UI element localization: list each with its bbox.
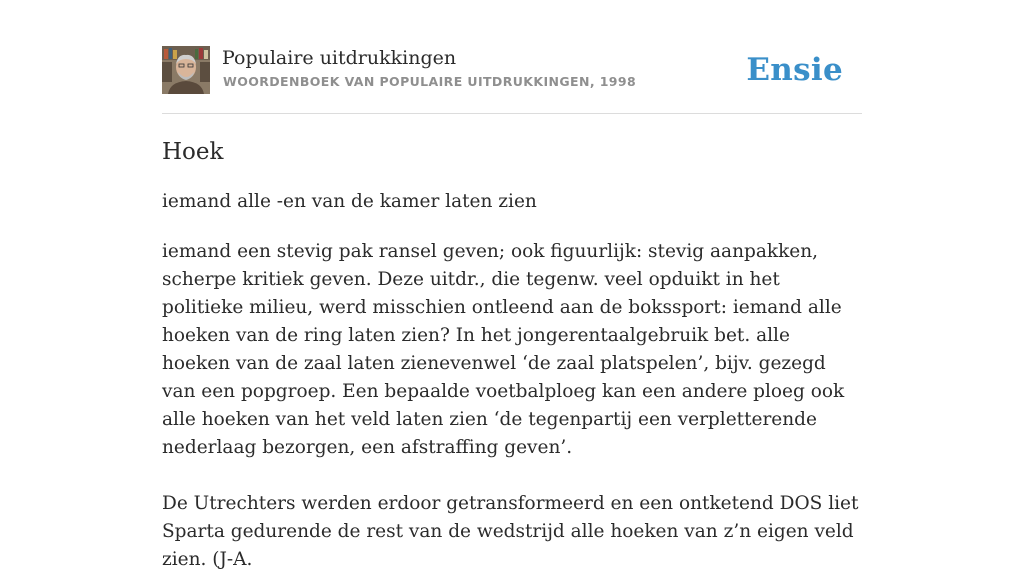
author-portrait-image [162, 46, 210, 94]
author-portrait-icon[interactable] [162, 46, 210, 94]
source-subtitle: WOORDENBOEK VAN POPULAIRE UITDRUKKINGEN, 1998 [223, 74, 637, 89]
entry-definition: iemand een stevig pak ransel geven; ook figuurlijk: stevig aanpakken, scherpe kritiek geven. Deze uitdr., die tegenw. veel opduikt in het politieke milieu, werd misschien ontleend aan de bokssport: iemand alle hoeken van de ring laten zien? In het jongerentaalgebruik bet. alle hoeken van de zaal laten zienevenwel ‘de zaal platspelen’, bijv. gezegd van een popgroep. Een bepaalde voetbalploeg kan een andere ploeg ook alle hoeken van het veld laten zien ‘de tegenpartij een verpletterende nederlaag bezorgen, een afstraffing geven’. De Utrechters werden erdoor getransformeerd en een ontketend DOS liet Sparta gedurende de rest van de wedstrijd alle hoeken van z’n eigen veld zien. (J-A. [162, 241, 859, 570]
source-header [162, 46, 862, 114]
entry-term: Hoek [162, 139, 224, 165]
brand-logo-link[interactable]: Ensie [746, 52, 843, 88]
source-title[interactable]: Populaire uitdrukkingen [222, 47, 457, 69]
entry-expression: iemand alle -en van de kamer laten zien [162, 191, 537, 212]
entry-card [162, 46, 862, 574]
